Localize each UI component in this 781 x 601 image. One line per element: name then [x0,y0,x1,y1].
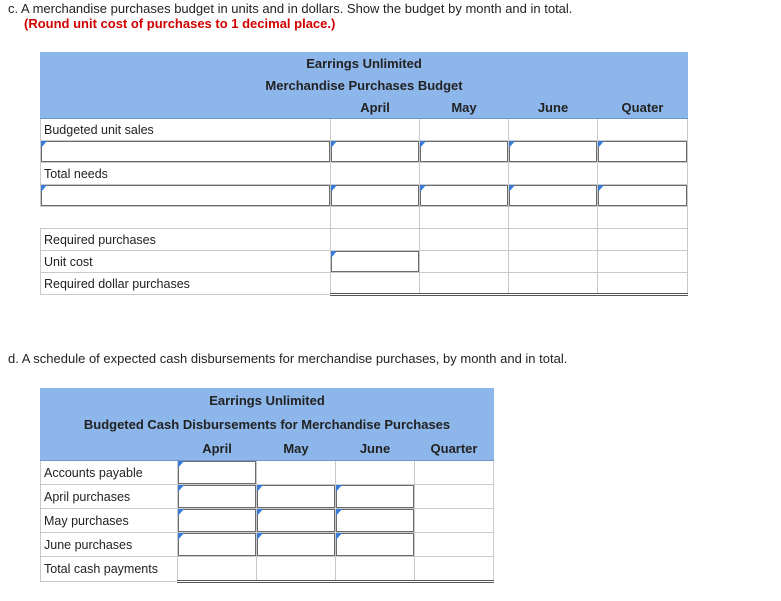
schedule-row [41,461,494,485]
row-label-june-purchases: June purchases [41,533,178,557]
cell [420,251,509,273]
cell [509,119,598,141]
budget-row [41,185,688,207]
schedule-row [41,557,494,582]
cell [598,119,688,141]
cell [509,163,598,185]
budget-row [41,119,688,141]
schedule-row [41,509,494,533]
amount-input[interactable] [257,533,335,556]
part-d-instruction-text: d. A schedule of expected cash disbursements for merchandise purchases, by month and in total. [8,351,568,366]
column-header-may: May [420,97,509,119]
input-flag-icon [257,485,263,492]
input-flag-icon [41,185,47,192]
cell [420,119,509,141]
company-name: Earrings Unlimited [41,389,494,413]
budget-row [41,207,688,229]
column-header-june: June [336,437,415,461]
cell [509,251,598,273]
cell [331,207,420,229]
row-label-budgeted-unit-sales: Budgeted unit sales [41,119,331,141]
amount-input[interactable] [336,509,414,532]
cell [420,207,509,229]
column-header-may: May [257,437,336,461]
input-flag-icon [336,533,342,540]
budget-row [41,163,688,185]
amount-input[interactable] [509,185,597,206]
part-c-instruction-text: c. A merchandise purchases budget in units and in dollars. Show the budget by month and in total. [8,1,573,16]
row-label-may-purchases: May purchases [41,509,178,533]
cell [509,207,598,229]
amount-input[interactable] [598,185,687,206]
input-flag-icon [420,185,426,192]
input-flag-icon [178,533,184,540]
budget-title: Merchandise Purchases Budget [41,75,688,97]
input-flag-icon [178,509,184,516]
company-name: Earrings Unlimited [41,53,688,75]
row-label-input[interactable] [41,141,330,162]
amount-input[interactable] [178,533,256,556]
cell [336,461,415,485]
cell [415,557,494,582]
row-label-april-purchases: April purchases [41,485,178,509]
part-c-instructions [8,1,572,31]
cell [331,229,420,251]
amount-input[interactable] [336,533,414,556]
cell [415,533,494,557]
amount-input[interactable] [257,485,335,508]
input-flag-icon [598,141,604,148]
amount-input[interactable] [336,485,414,508]
amount-input[interactable] [331,185,419,206]
schedule-title: Budgeted Cash Disbursements for Merchandise Purchases [41,413,494,437]
schedule-row [41,533,494,557]
input-flag-icon [598,185,604,192]
column-header-june: June [509,97,598,119]
cell [415,509,494,533]
budget-row [41,229,688,251]
input-flag-icon [336,485,342,492]
cell [509,273,598,295]
amount-input[interactable] [178,485,256,508]
budget-row [41,251,688,273]
cell [41,207,331,229]
row-label-input[interactable] [41,185,330,206]
column-header-quarter: Quater [598,97,688,119]
rounding-note: (Round unit cost of purchases to 1 decimal place.) [24,16,336,31]
amount-input[interactable] [420,185,508,206]
cell [420,229,509,251]
unit-cost-input[interactable] [331,251,419,272]
input-flag-icon [178,461,184,468]
cell [598,163,688,185]
cell [415,461,494,485]
cell [178,557,257,582]
input-flag-icon [331,251,337,258]
row-label-unit-cost: Unit cost [41,251,331,273]
amount-input[interactable] [178,509,256,532]
input-flag-icon [41,141,47,148]
cell [415,485,494,509]
amount-input[interactable] [178,461,256,484]
cell [257,461,336,485]
input-flag-icon [331,141,337,148]
amount-input[interactable] [420,141,508,162]
column-header-april: April [331,97,420,119]
input-flag-icon [257,533,263,540]
schedule-row [41,485,494,509]
input-flag-icon [178,485,184,492]
cell [598,251,688,273]
row-label-accounts-payable: Accounts payable [41,461,178,485]
column-header-quarter: Quarter [415,437,494,461]
input-flag-icon [336,509,342,516]
input-flag-icon [331,185,337,192]
cell [598,207,688,229]
amount-input[interactable] [598,141,687,162]
input-flag-icon [257,509,263,516]
cell [336,557,415,582]
budget-row [41,141,688,163]
input-flag-icon [420,141,426,148]
input-flag-icon [509,185,515,192]
budget-row [41,273,688,295]
amount-input[interactable] [331,141,419,162]
amount-input[interactable] [509,141,597,162]
input-flag-icon [509,141,515,148]
header-blank [41,97,331,119]
cell [598,273,688,295]
merchandise-purchases-budget-table [40,52,688,296]
row-label-required-purchases: Required purchases [41,229,331,251]
cell [420,163,509,185]
cell [509,229,598,251]
column-header-april: April [178,437,257,461]
row-label-required-dollar-purchases: Required dollar purchases [41,273,331,295]
cell [331,119,420,141]
cell [331,273,420,295]
row-label-total-needs: Total needs [41,163,331,185]
header-blank [41,437,178,461]
cell [257,557,336,582]
row-label-total-cash-payments: Total cash payments [41,557,178,582]
cell [420,273,509,295]
amount-input[interactable] [257,509,335,532]
cell [331,163,420,185]
cell [598,229,688,251]
part-d-instructions [8,351,567,366]
cash-disbursements-table [40,388,494,583]
